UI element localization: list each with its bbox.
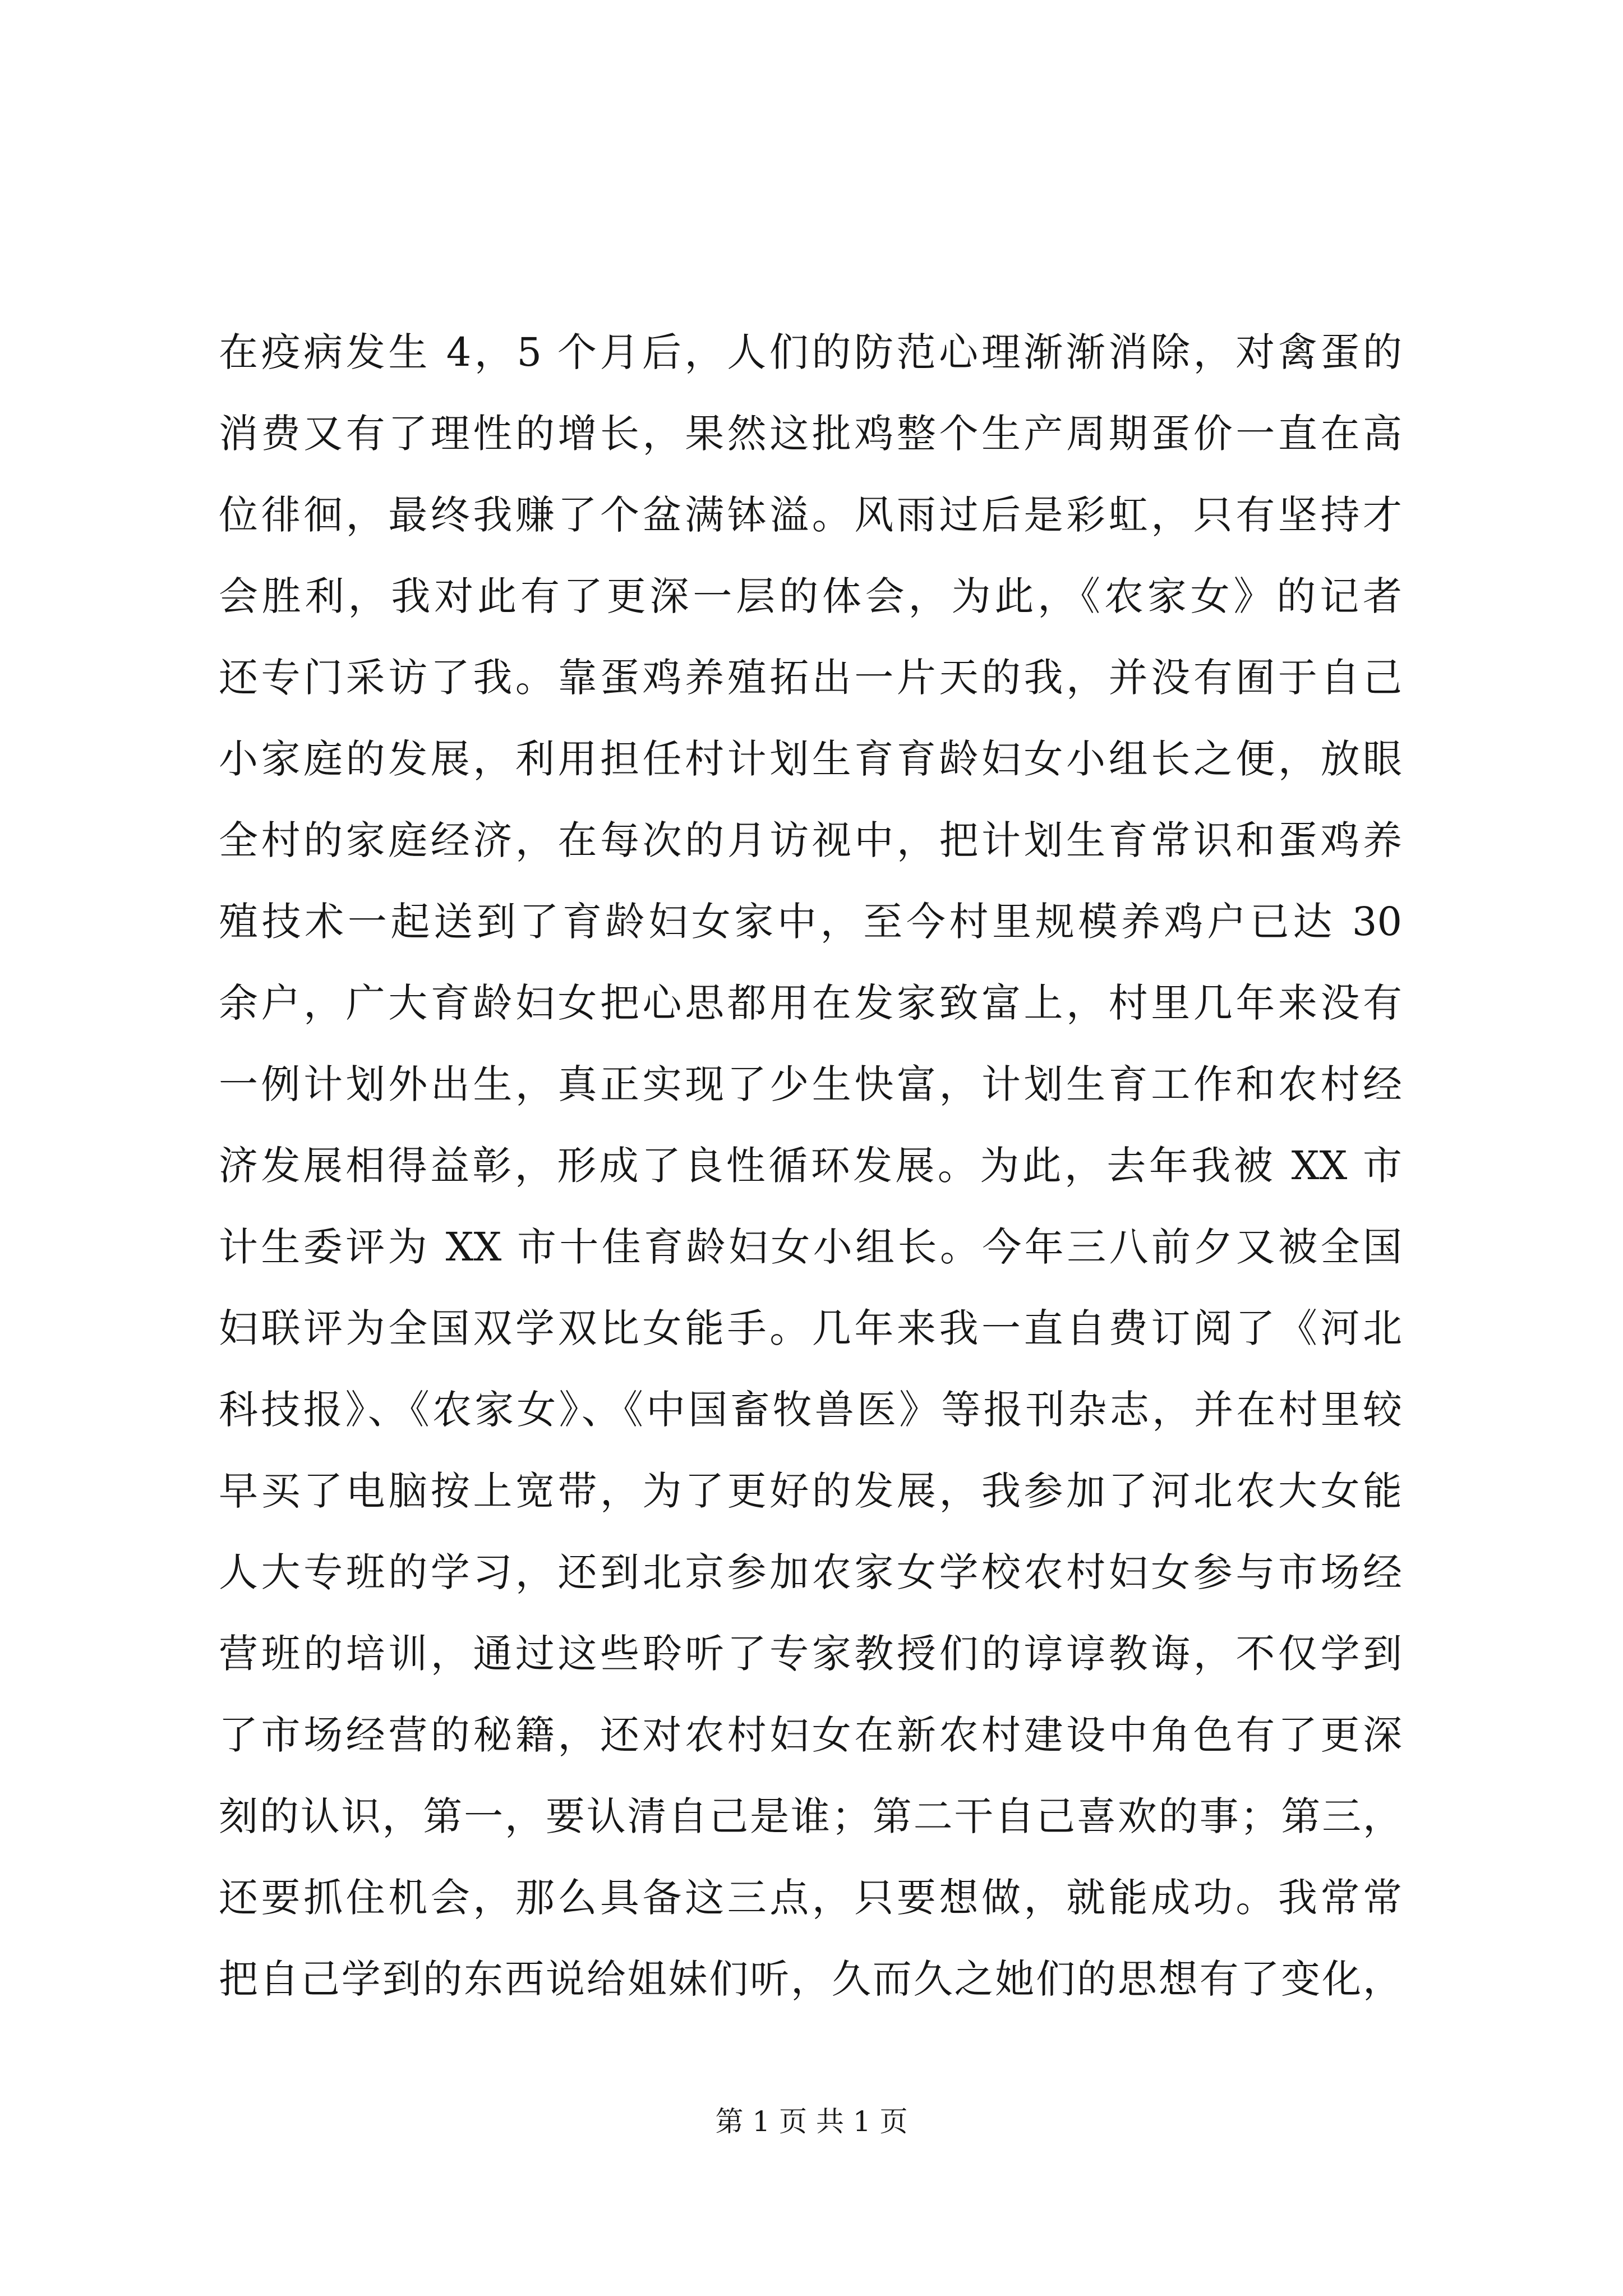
text-line: 妇联评为全国双学双比女能手。几年来我一直自费订阅了《河北 bbox=[219, 1305, 1402, 1351]
text-line: 济发展相得益彰，形成了良性循环发展。为此，去年我被 XX 市 bbox=[219, 1143, 1402, 1189]
text-line: 一例计划外出生，真正实现了少生快富，计划生育工作和农村经 bbox=[219, 1061, 1402, 1107]
page-number: 第 1 页 共 1 页 bbox=[715, 2105, 908, 2138]
text-line: 把自己学到的东西说给姐妹们听，久而久之她们的思想有了变化， bbox=[219, 1956, 1402, 2002]
page-footer bbox=[0, 2105, 1623, 2138]
text-line: 早买了电脑按上宽带，为了更好的发展，我参加了河北农大女能 bbox=[219, 1468, 1402, 1514]
text-line: 殖技术一起送到了育龄妇女家中，至今村里规模养鸡户已达 30 bbox=[219, 899, 1402, 945]
text-line: 了市场经营的秘籍，还对农村妇女在新农村建设中角色有了更深 bbox=[219, 1712, 1402, 1758]
text-line: 小家庭的发展，利用担任村计划生育育龄妇女小组长之便，放眼 bbox=[219, 736, 1402, 782]
text-line: 余户，广大育龄妇女把心思都用在发家致富上，村里几年来没有 bbox=[219, 980, 1402, 1026]
text-line: 计生委评为 XX 市十佳育龄妇女小组长。今年三八前夕又被全国 bbox=[219, 1224, 1402, 1270]
text-line: 全村的家庭经济，在每次的月访视中，把计划生育常识和蛋鸡养 bbox=[219, 817, 1402, 863]
text-line: 消费又有了理性的增长，果然这批鸡整个生产周期蛋价一直在高 bbox=[219, 411, 1402, 457]
text-line: 刻的认识，第一，要认清自己是谁；第二干自己喜欢的事；第三， bbox=[219, 1793, 1402, 1839]
text-line: 人大专班的学习，还到北京参加农家女学校农村妇女参与市场经 bbox=[219, 1549, 1402, 1595]
text-line: 营班的培训，通过这些聆听了专家教授们的谆谆教诲，不仅学到 bbox=[219, 1631, 1402, 1677]
text-line: 在疫病发生 4，5 个月后，人们的防范心理渐渐消除，对禽蛋的 bbox=[219, 329, 1402, 375]
text-line: 还要抓住机会，那么具备这三点，只要想做，就能成功。我常常 bbox=[219, 1875, 1402, 1921]
text-line: 位徘徊，最终我赚了个盆满钵溢。风雨过后是彩虹，只有坚持才 bbox=[219, 492, 1402, 538]
text-line: 会胜利，我对此有了更深一层的体会，为此，《农家女》的记者 bbox=[219, 573, 1402, 619]
text-line: 科技报》、《农家女》、《中国畜牧兽医》等报刊杂志，并在村里较 bbox=[219, 1387, 1402, 1433]
text-line: 还专门采访了我。靠蛋鸡养殖拓出一片天的我，并没有囿于自己 bbox=[219, 655, 1402, 701]
body-text bbox=[219, 312, 1402, 2020]
